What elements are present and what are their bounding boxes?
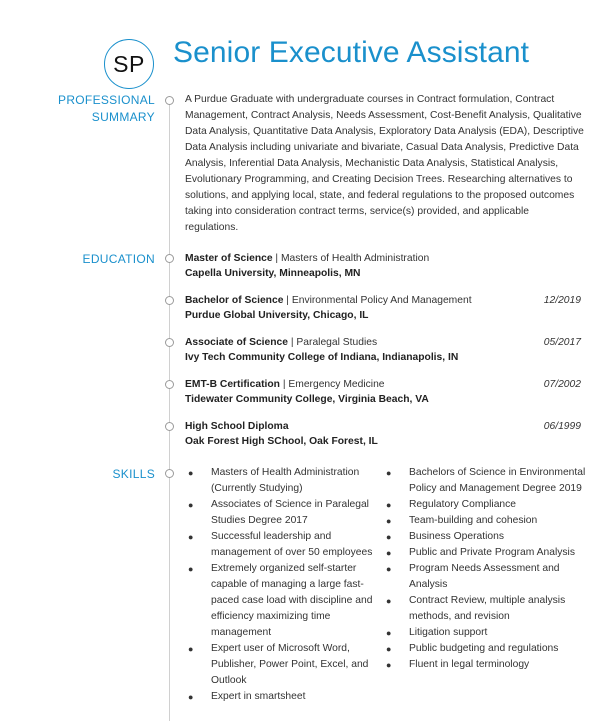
education-degree: Bachelor of Science	[185, 295, 284, 306]
skill-item: ● Fluent in legal terminology	[409, 657, 589, 673]
monogram-initials: SP	[113, 50, 145, 77]
bullet-icon: ●	[188, 644, 194, 654]
timeline-dot-education-0	[165, 254, 174, 263]
section-title-summary-line1: PROFESSIONAL	[58, 93, 155, 107]
timeline-dot-education-4	[165, 422, 174, 431]
skill-item: ● Successful leadership and management of over 50 employees	[188, 531, 373, 558]
bullet-icon: ●	[386, 532, 392, 542]
bullet-icon: ●	[386, 500, 392, 510]
section-title-summary	[40, 92, 155, 126]
skill-item: ● Contract Review, multiple analysis methods, and revision	[386, 595, 566, 622]
monogram-avatar	[104, 39, 154, 89]
timeline-dot-summary	[165, 96, 174, 105]
education-field: Masters of Health Administration	[280, 253, 430, 264]
skill-item: ● Public and Private Program Analysis	[409, 545, 589, 561]
education-school: Purdue Global University, Chicago, IL	[185, 310, 369, 321]
bullet-icon: ●	[188, 500, 194, 510]
skill-item: ● Associates of Science in Paralegal Studies Degree 2017	[188, 499, 369, 526]
bullet-icon: ●	[386, 660, 392, 670]
education-degree: High School Diploma	[185, 421, 289, 432]
education-school: Oak Forest High SChool, Oak Forest, IL	[185, 436, 378, 447]
education-school: Ivy Tech Community College of Indiana, Indianapolis, IN	[185, 352, 459, 363]
education-entry: EMT-B Certification | Emergency Medicine 07/2002 Tidewater Community College, Virginia Beach, VA	[185, 379, 581, 405]
skill-item: ● Team-building and cohesion	[409, 513, 589, 529]
education-entry: Master of Science | Masters of Health Administration Capella University, Minneapolis, MN	[185, 251, 581, 281]
education-field: Emergency Medicine	[288, 379, 385, 390]
skills-list-right	[386, 465, 589, 673]
bullet-icon: ●	[386, 468, 392, 478]
skill-item: ● Extremely organized self-starter capable of managing a large fast-paced case load with discipline and efficiency maximizing time management	[188, 563, 373, 638]
bullet-icon: ●	[386, 564, 392, 574]
timeline-dot-education-1	[165, 296, 174, 305]
skill-item: ● Expert in smartsheet	[211, 689, 383, 705]
skill-item: ● Public budgeting and regulations	[409, 641, 589, 657]
resume-title: Senior Executive Assistant	[173, 36, 530, 69]
skills-list-left	[188, 465, 383, 705]
skill-item: ● Business Operations	[409, 529, 589, 545]
education-date: 05/2017	[543, 337, 581, 348]
timeline-dot-education-2	[165, 338, 174, 347]
education-date: 07/2002	[543, 379, 581, 390]
education-school: Capella University, Minneapolis, MN	[185, 268, 361, 279]
education-degree: Master of Science	[185, 253, 273, 264]
bullet-icon: ●	[386, 644, 392, 654]
bullet-icon: ●	[188, 532, 194, 542]
section-title-skills: SKILLS	[112, 467, 155, 481]
section-title-summary-line2: SUMMARY	[91, 110, 155, 124]
education-entry: Associate of Science | Paralegal Studies 05/2017 Ivy Tech Community College of Indiana, Indianapolis, IN	[185, 337, 581, 363]
bullet-icon: ●	[386, 628, 392, 638]
timeline-line	[169, 101, 170, 721]
bullet-icon: ●	[386, 516, 392, 526]
timeline-dot-education-3	[165, 380, 174, 389]
education-field: Environmental Policy And Management	[291, 295, 472, 306]
education-date: 12/2019	[543, 295, 581, 306]
bullet-icon: ●	[386, 548, 392, 558]
education-degree: EMT-B Certification	[185, 379, 280, 390]
education-date: 06/1999	[543, 421, 581, 432]
skill-item: ● Expert user of Microsoft Word, Publisher, Power Point, Excel, and Outlook	[188, 643, 369, 686]
section-title-education: EDUCATION	[82, 252, 155, 266]
skill-item: ● Program Needs Assessment and Analysis	[386, 563, 560, 590]
education-field: Paralegal Studies	[296, 337, 378, 348]
skill-item: ● Bachelors of Science in Environmental Policy and Management Degree 2019	[386, 467, 586, 494]
education-entry: Bachelor of Science | Environmental Policy And Management 12/2019 Purdue Global University, Chicago, IL	[185, 295, 581, 321]
bullet-icon: ●	[188, 468, 194, 478]
education-entry	[185, 419, 581, 449]
education-degree: Associate of Science	[185, 337, 289, 348]
timeline-dot-skills	[165, 469, 174, 478]
education-school: Tidewater Community College, Virginia Beach, VA	[185, 394, 429, 405]
bullet-icon: ●	[188, 692, 194, 702]
skill-item: ● Regulatory Compliance	[409, 497, 589, 513]
summary-text: A Purdue Graduate with undergraduate courses in Contract formulation, Contract Management, Contract Analysis, Needs Assessment, Cost-Benefit Analysis, Qualitative Data Analysis, Quantitative Data Analysis, Exploratory Data Analysis (EDA), Descriptive Data Analysis including univariate and bivariate, Casual Data Analysis, Predictive Data Analysis, Inferential Data Analysis, Mechanistic Data Analysis, Statistical Analysis, Evolutionary Programming, and Creating Decision Trees. Researching alternatives to solutions, and applying local, state, and federal regulations to the proposed outcomes taking into consideration contract terms, service(s) provided, and applicable regulations.	[185, 94, 584, 233]
bullet-icon: ●	[386, 596, 392, 606]
skill-item: ● Litigation support	[409, 625, 589, 641]
bullet-icon: ●	[188, 564, 194, 574]
skill-item: ● Masters of Health Administration (Currently Studying)	[188, 467, 360, 494]
